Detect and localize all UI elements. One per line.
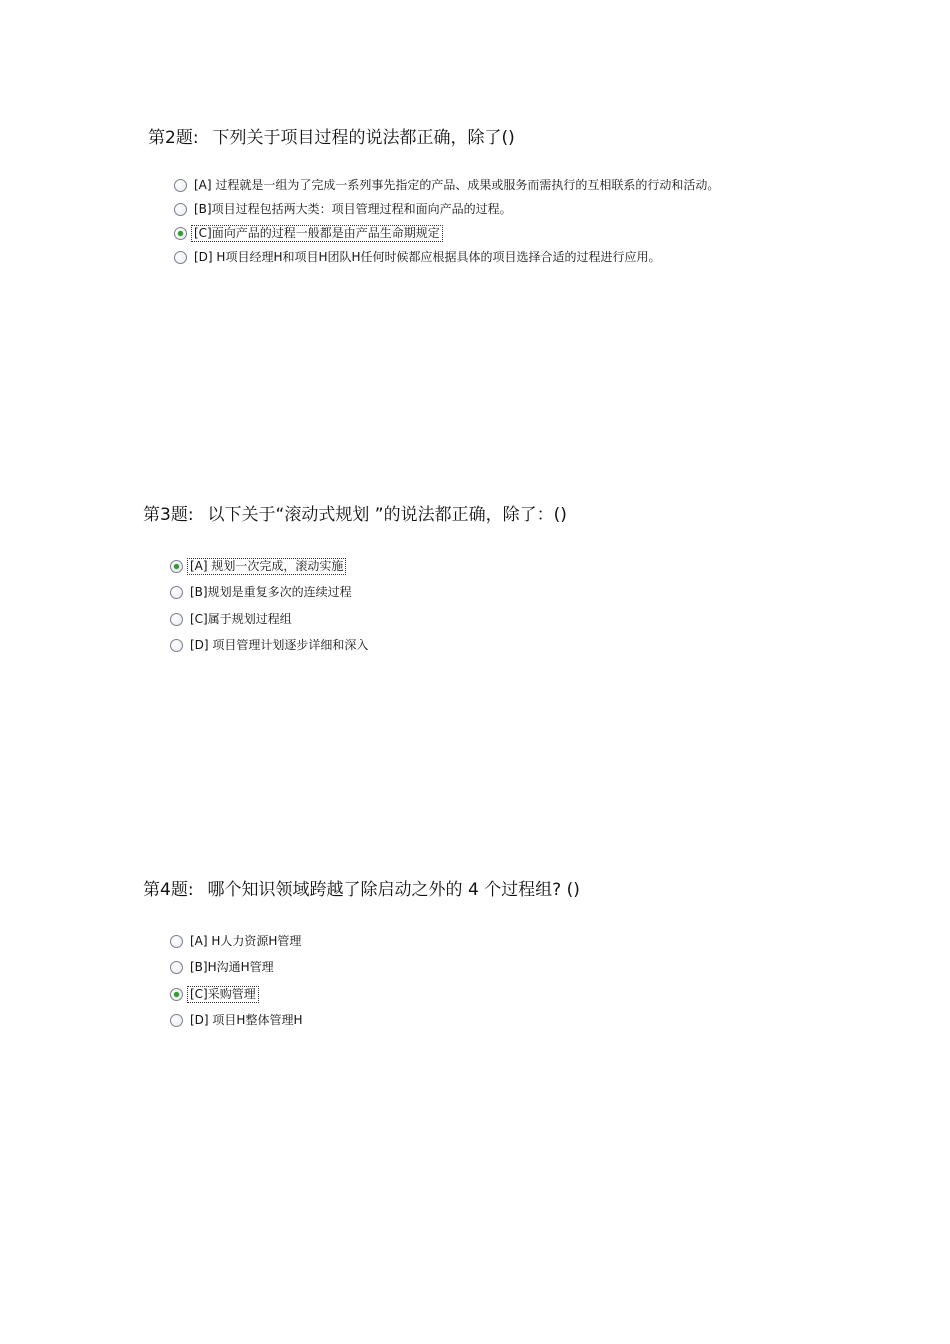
question-3-option-b[interactable] bbox=[170, 583, 354, 601]
question-3-text: 以下关于“滚动式规划 ”的说法都正确，除了：() bbox=[207, 505, 567, 525]
option-label: [A] 规划一次完成，滚动实施 bbox=[190, 558, 344, 573]
option-label: [C]面向产品的过程一般都是由产品生命期规定 bbox=[194, 225, 440, 240]
question-3-option-c[interactable] bbox=[170, 610, 294, 628]
radio-button-selected[interactable] bbox=[174, 227, 187, 240]
option-label: [D] 项目H整体管理H bbox=[190, 1012, 303, 1027]
question-2-option-d[interactable] bbox=[174, 248, 663, 266]
question-2-option-b[interactable] bbox=[174, 200, 514, 218]
question-4-number: 第4题: bbox=[143, 880, 194, 900]
question-2-option-a[interactable] bbox=[174, 176, 721, 194]
radio-button[interactable] bbox=[170, 586, 183, 599]
question-3-number: 第3题: bbox=[143, 505, 194, 525]
option-label: [C]属于规划过程组 bbox=[190, 611, 292, 626]
radio-button[interactable] bbox=[174, 251, 187, 264]
option-label: [B]项目过程包括两大类：项目管理过程和面向产品的过程。 bbox=[194, 201, 512, 216]
question-3-option-a[interactable] bbox=[170, 557, 345, 575]
option-label: [A] H人力资源H管理 bbox=[190, 933, 302, 948]
option-label: [A] 过程就是一组为了完成一系列事先指定的产品、成果或服务而需执行的互相联系的行动和活动。 bbox=[194, 177, 720, 192]
question-4-option-d[interactable] bbox=[170, 1011, 304, 1029]
radio-button[interactable] bbox=[170, 961, 183, 974]
question-4-option-c[interactable] bbox=[170, 985, 258, 1003]
option-label: [D] 项目管理计划逐步详细和深入 bbox=[190, 637, 369, 652]
radio-button[interactable] bbox=[170, 613, 183, 626]
radio-button[interactable] bbox=[170, 1014, 183, 1027]
question-4-option-a[interactable] bbox=[170, 932, 303, 950]
radio-button[interactable] bbox=[170, 639, 183, 652]
question-2-title bbox=[148, 127, 515, 149]
question-3 bbox=[143, 504, 567, 526]
radio-button-selected[interactable] bbox=[170, 560, 183, 573]
question-2-text: 下列关于项目过程的说法都正确，除了() bbox=[212, 128, 515, 148]
option-label: [D] H项目经理H和项目H团队H任何时候都应根据具体的项目选择合适的过程进行应用。 bbox=[194, 249, 661, 264]
question-3-title bbox=[143, 504, 567, 526]
question-2 bbox=[148, 127, 515, 149]
question-4-title bbox=[143, 879, 580, 901]
option-label: [C]采购管理 bbox=[190, 986, 256, 1001]
radio-button[interactable] bbox=[174, 179, 187, 192]
question-4 bbox=[143, 879, 580, 901]
radio-button-selected[interactable] bbox=[170, 988, 183, 1001]
option-label: [B]H沟通H管理 bbox=[190, 959, 274, 974]
question-2-number: 第2题: bbox=[148, 128, 199, 148]
question-4-option-b[interactable] bbox=[170, 958, 276, 976]
option-label: [B]规划是重复多次的连续过程 bbox=[190, 584, 352, 599]
question-3-option-d[interactable] bbox=[170, 636, 370, 654]
question-4-text: 哪个知识领域跨越了除启动之外的 4 个过程组? () bbox=[207, 880, 580, 900]
radio-button[interactable] bbox=[170, 935, 183, 948]
question-2-option-c[interactable] bbox=[174, 224, 442, 242]
radio-button[interactable] bbox=[174, 203, 187, 216]
